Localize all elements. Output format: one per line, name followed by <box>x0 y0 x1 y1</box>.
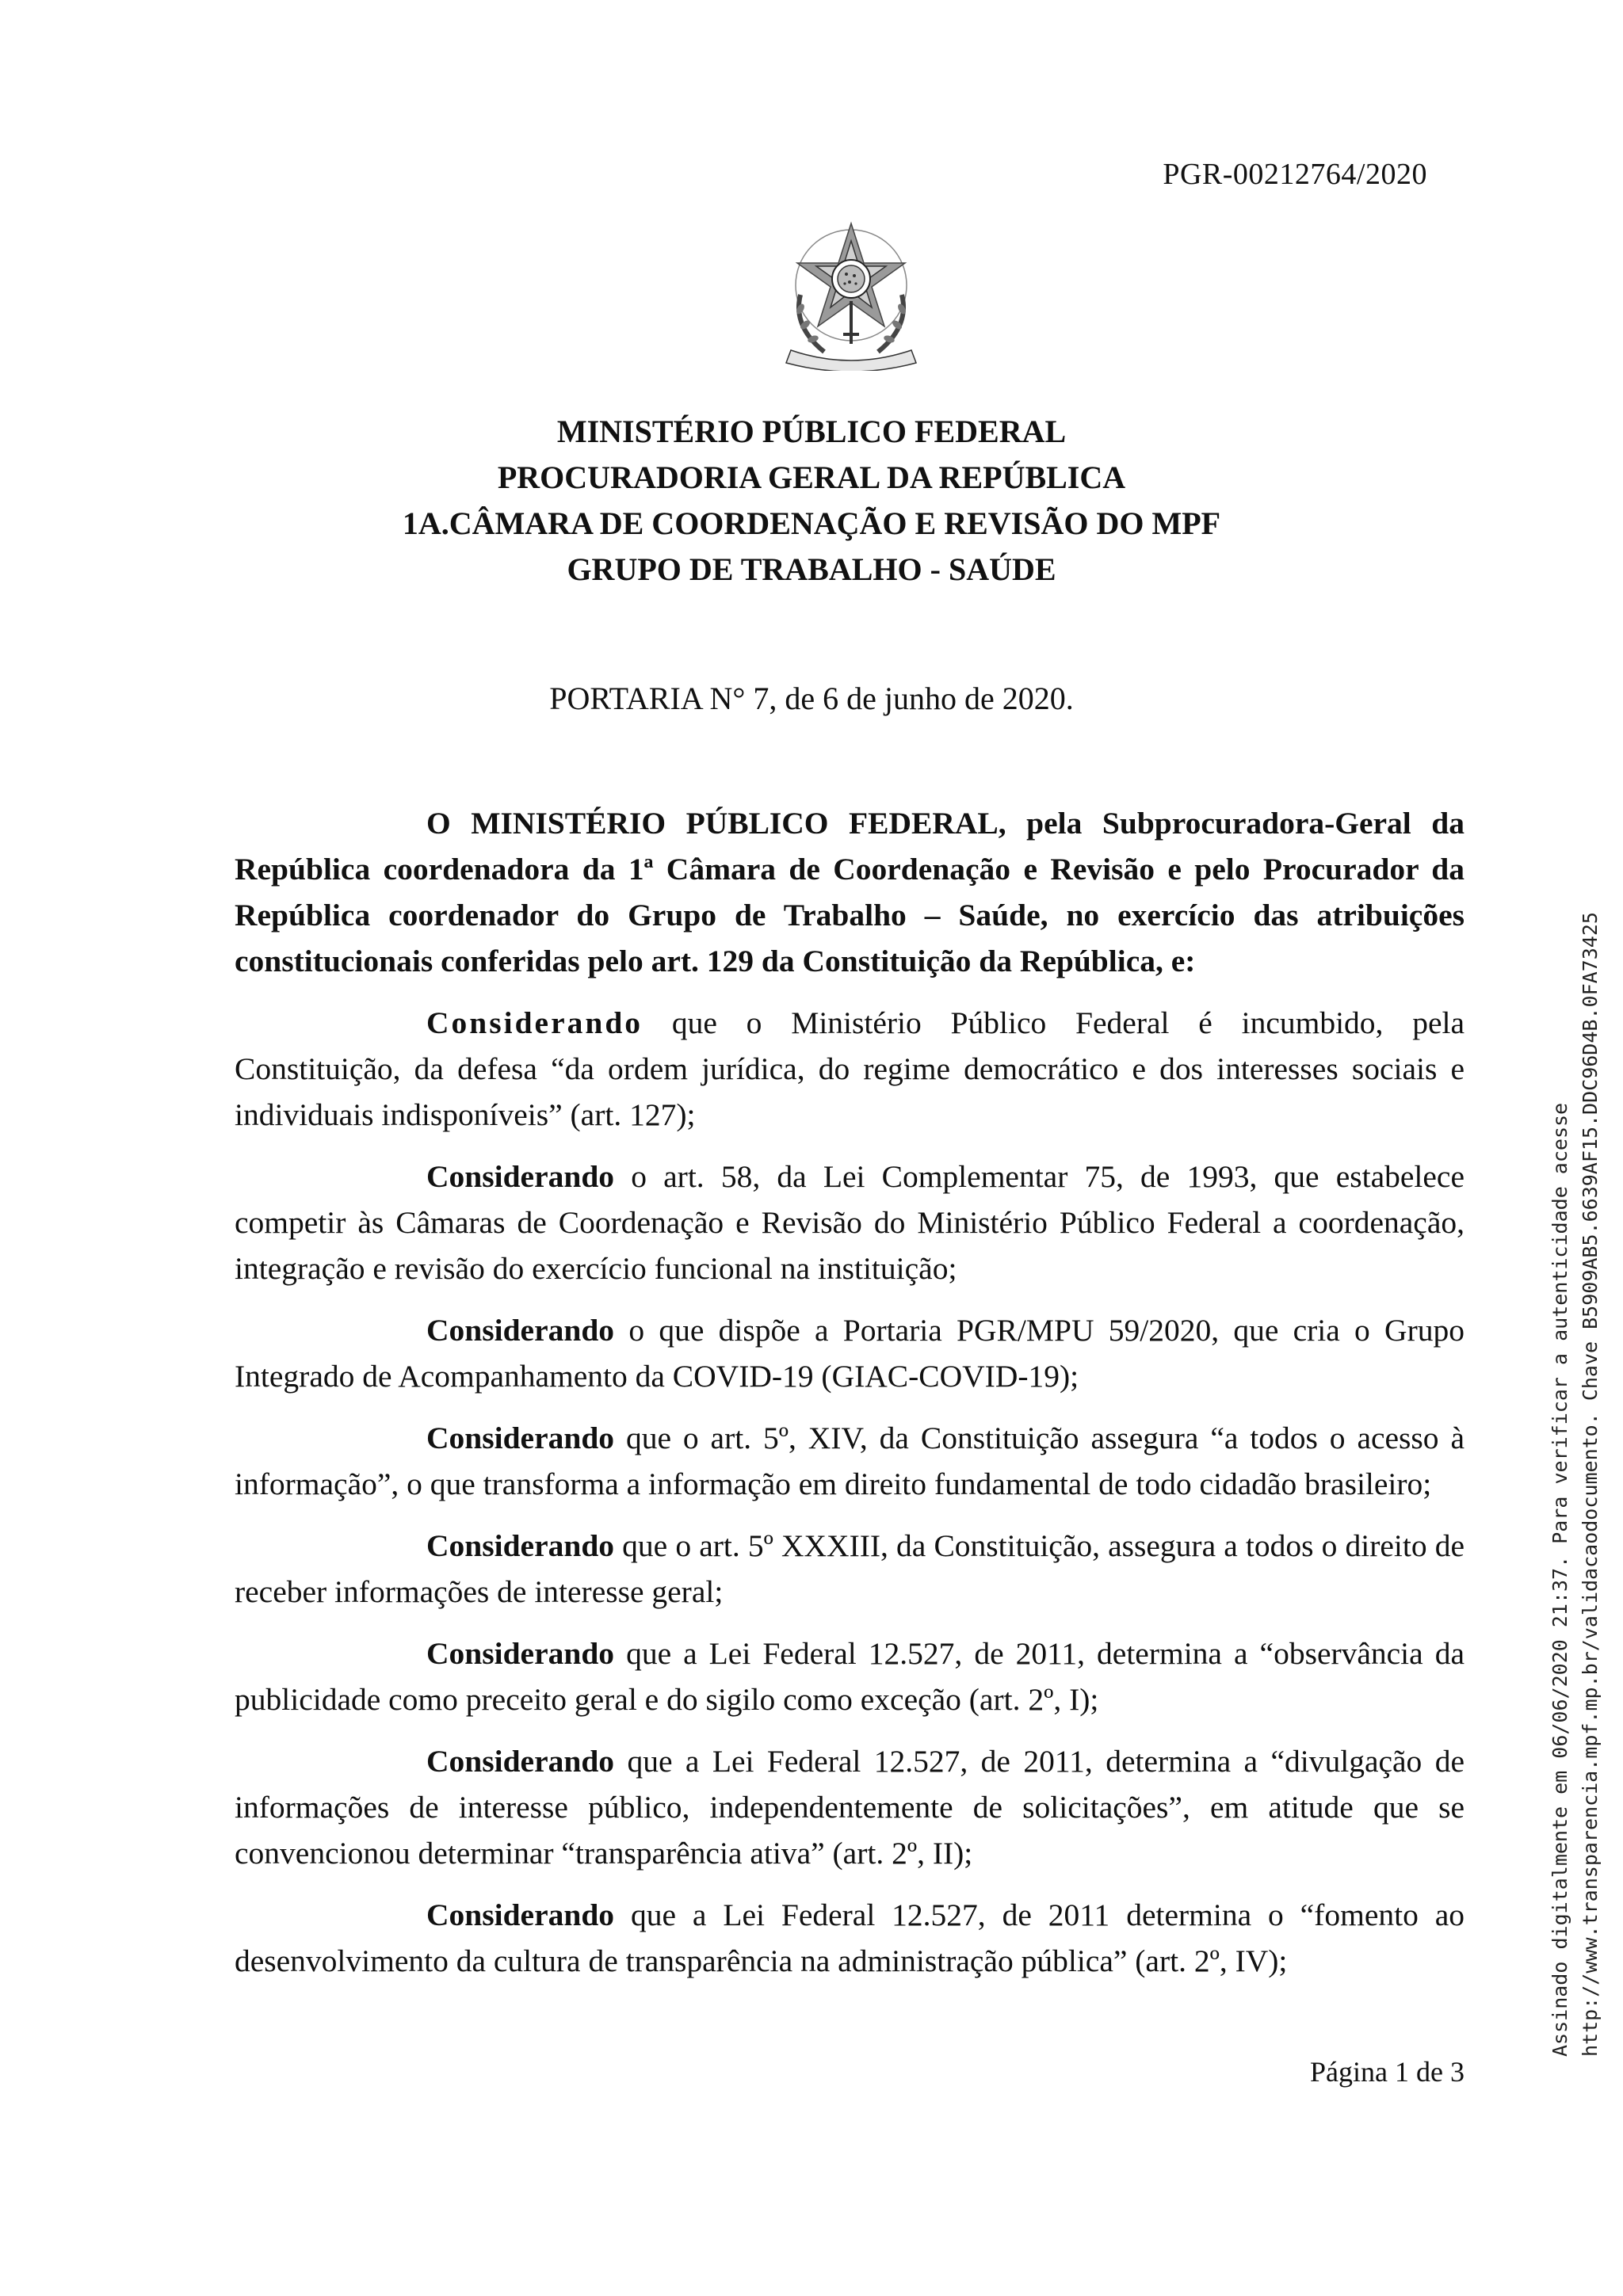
signature-line-2: http://www.transparencia.mpf.mp.br/validacaodocumento. Chave B5909AB5.6639AF15.DDC96D4B.0FA73425 <box>1579 912 1602 2057</box>
page-number: Página 1 de 3 <box>1310 2056 1465 2088</box>
brazil-coat-of-arms-icon <box>777 215 926 371</box>
document-body <box>235 800 1465 2000</box>
intro-paragraph: O MINISTÉRIO PÚBLICO FEDERAL, pela Subprocuradora-Geral da República coordenadora da 1ª Câmara de Coordenação e Revisão e pelo Procurador da República coordenador do Grupo de Trabalho – Saúde, no exercício das atribuições constitucionais conferidas pelo art. 129 da Constituição da República, e: <box>235 806 1465 978</box>
considerando-text: que o art. 5º XXXIII, da Constituição, assegura a todos o direito de receber informações de interesse geral; <box>235 1528 1465 1609</box>
considerando-keyword: Considerando <box>426 1159 615 1194</box>
considerando-text: o art. 58, da Lei Complementar 75, de 1993, que estabelece competir às Câmaras de Coordenação e Revisão do Ministério Público Federal a coordenação, integração e revisão do exercício funcional na instituição; <box>235 1159 1465 1286</box>
considerando-text: que a Lei Federal 12.527, de 2011 determina o “fomento ao desenvolvimento da cultura de transparência na administração pública” (art. 2º, IV); <box>235 1897 1465 1978</box>
considerando-keyword: Considerando <box>426 1528 615 1563</box>
considerando-paragraph <box>235 1415 1465 1507</box>
institution-header <box>0 409 1623 593</box>
digital-signature-note <box>1545 912 1623 2057</box>
portaria-title: PORTARIA N° 7, de 6 de junho de 2020. <box>549 681 1074 716</box>
considerando-paragraph <box>235 1892 1465 1984</box>
header-line-grupo: GRUPO DE TRABALHO - SAÚDE <box>567 551 1056 587</box>
considerando-keyword: Considerando <box>426 1421 615 1455</box>
considerando-paragraph <box>235 1154 1465 1291</box>
considerando-paragraph <box>235 1000 1465 1138</box>
considerando-keyword: Considerando <box>426 1005 643 1040</box>
considerando-text: que a Lei Federal 12.527, de 2011, determina a “divulgação de informações de interesse público, independentemente de solicitações”, em atitude que se convencionou determinar “transparência ativa” (art. 2º, II); <box>235 1744 1465 1871</box>
considerando-paragraph <box>235 1738 1465 1876</box>
considerando-text: que o art. 5º, XIV, da Constituição assegura “a todos o acesso à informação”, o que transforma a informação em direito fundamental de todo cidadão brasileiro; <box>235 1421 1465 1501</box>
header-line-ministerio: MINISTÉRIO PÚBLICO FEDERAL <box>556 414 1067 449</box>
considerando-keyword: Considerando <box>426 1744 615 1779</box>
header-line-procuradoria: PROCURADORIA GERAL DA REPÚBLICA <box>497 460 1126 495</box>
considerando-paragraph <box>235 1523 1465 1615</box>
considerando-paragraph <box>235 1630 1465 1722</box>
signature-line-1: Assinado digitalmente em 06/06/2020 21:37. Para verificar a autenticidade acesse <box>1549 1102 1571 2057</box>
considerando-keyword: Considerando <box>426 1897 615 1932</box>
considerando-text: o que dispõe a Portaria PGR/MPU 59/2020, que cria o Grupo Integrado de Acompanhamento da COVID-19 (GIAC-COVID-19); <box>235 1313 1465 1394</box>
document-number: PGR-00212764/2020 <box>1163 158 1427 191</box>
header-line-camara: 1A.CÂMARA DE COORDENAÇÃO E REVISÃO DO MPF <box>402 505 1221 541</box>
considerando-text: que a Lei Federal 12.527, de 2011, determina a “observância da publicidade como preceito geral e do sigilo como exceção (art. 2º, I); <box>235 1636 1465 1717</box>
considerando-text: que o Ministério Público Federal é incumbido, pela Constituição, da defesa “da ordem jurídica, do regime democrático e dos interesses sociais e individuais indisponíveis” (art. 127); <box>235 1005 1465 1132</box>
considerando-keyword: Considerando <box>426 1636 615 1671</box>
considerando-keyword: Considerando <box>426 1313 615 1348</box>
considerando-paragraph <box>235 1307 1465 1399</box>
